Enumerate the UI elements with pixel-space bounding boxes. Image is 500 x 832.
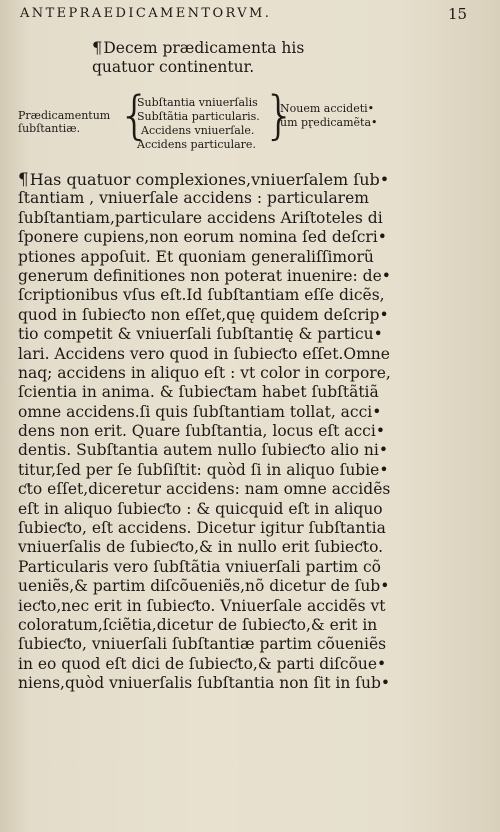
running-head: [20, 5, 468, 23]
running-head-title: ANTEPRAEDICAMENTORVM.: [20, 6, 272, 21]
bracket-middle-line: Subſtãtia particularis.: [137, 110, 260, 123]
body-line: ptiones appoſuit. Et quoniam generaliſſimorũ: [18, 247, 374, 266]
bracket-diagram: [18, 86, 478, 154]
body-line: titur,ſed per ſe ſubſiſtit: quòd ſi in aliquo ſubie•: [18, 460, 389, 479]
bracket-left-line: Prædicamentum: [18, 109, 111, 122]
body-line: eſt in aliquo ſubieƈto : & quicquid eſt in aliquo: [18, 499, 383, 518]
body-line: ſtantiam , vniuerſale accidens : particularem: [18, 189, 369, 208]
left-brace-icon: {: [118, 86, 152, 146]
bracket-right-label: [280, 102, 378, 130]
right-brace-icon: }: [263, 86, 297, 146]
body-line: in eo quod eſt dici de ſubieƈto,& parti diſcõue•: [18, 654, 387, 673]
body-line: ſcientia in anima. & ſubieƈtam habet ſubſtãtiã: [18, 383, 379, 402]
body-line: ſcriptionibus vſus eſt.Id ſubſtantiam eſſe dicẽs,: [18, 286, 385, 305]
body-line: vniuerſalis de ſubieƈto,& in nullo erit ſubieƈto.: [18, 538, 384, 557]
bracket-middle-line: Subſtantia vniuerſalis: [137, 96, 258, 109]
body-line: niens,quòd vniuerſalis ſubſtantia non ſit in ſub•: [18, 674, 391, 693]
body-line: ƈto eſſet,diceretur accidens: nam omne accidẽs: [18, 480, 391, 499]
heading-line-1: ¶Decem prædicamenta his: [92, 38, 305, 57]
body-line: ſubſtantiam,particulare accidens Ariſtoteles di: [18, 208, 383, 227]
body-line: ueniẽs,& partim diſcõueniẽs,nõ dicetur de ſub•: [18, 577, 390, 596]
bracket-right-line: um pr̨edicamẽta•: [280, 116, 378, 129]
body-line: tio competit & vniuerſali ſubſtantię & particu•: [18, 325, 383, 344]
body-line: naq; accidens in aliquo eſt : vt color in corpore,: [18, 363, 391, 382]
bracket-left-label: [18, 109, 110, 135]
bracket-middle-list: [137, 96, 260, 152]
body-line: ¶Has quatuor complexiones,vniuerſalem ſub•: [18, 169, 390, 189]
pilcrow-icon: ¶: [18, 169, 29, 189]
body-line: dens non erit. Quare ſubſtantia, locus eſt acci•: [18, 422, 385, 441]
section-heading: [92, 38, 332, 77]
body-line: lari. Accidens vero quod in ſubieƈto eſſet.Omne: [18, 344, 390, 363]
body-line: coloratum,ſciẽtia,dicetur de ſubieƈto,& erit in: [18, 615, 378, 634]
pilcrow-icon: ¶: [92, 38, 103, 57]
body-line: omne accidens.ſi quis ſubſtantiam tollat, acci•: [18, 402, 382, 421]
body-line: ieƈto,nec erit in ſubieƈto. Vniuerſale accidẽs vt: [18, 596, 386, 615]
body-line: quod in ſubieƈto non eſſet,quę quidem deſcrip•: [18, 305, 389, 324]
bracket-middle-line: Accidens particulare.: [137, 138, 256, 151]
heading-line-2: quatuor continentur.: [92, 58, 255, 76]
bracket-middle-line: Accidens vniuerſale.: [141, 124, 255, 137]
body-line: ſubieƈto, vniuerſali ſubſtantiæ partim cõueniẽs: [18, 635, 387, 654]
body-line: Particularis vero ſubſtãtia vniuerſali partim cõ: [18, 557, 381, 576]
body-line: ſubieƈto, eſt accidens. Dicetur igitur ſubſtantia: [18, 519, 386, 538]
bracket-right-line: Nouem accideti•: [280, 102, 375, 115]
page-number: 15: [448, 5, 468, 23]
body-text: [18, 170, 468, 694]
body-line: ſponere cupiens,non eorum nomina ſed deſcri•: [18, 228, 387, 247]
bracket-left-line: ſubſtantiæ.: [18, 122, 81, 135]
body-line: dentis. Subſtantia autem nullo ſubieƈto alio ni•: [18, 441, 388, 460]
body-line: generum definitiones non poterat inuenire: de•: [18, 266, 391, 285]
